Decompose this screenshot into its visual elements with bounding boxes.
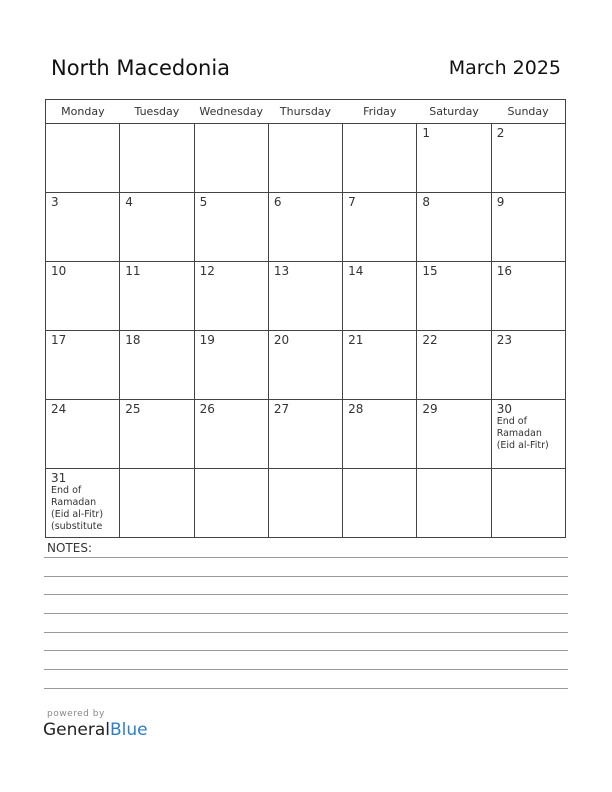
day-number: 30	[496, 402, 512, 416]
weekday-thursday: Thursday	[268, 100, 342, 124]
notes-line	[44, 613, 568, 614]
day-number: 9	[496, 195, 505, 209]
day-number: 24	[51, 402, 67, 416]
day-cell	[120, 124, 194, 193]
day-number: 6	[273, 195, 282, 209]
day-cell	[268, 193, 342, 262]
day-cell	[46, 124, 120, 193]
day-number: 1	[422, 126, 431, 140]
weekday-saturday: Saturday	[417, 100, 491, 124]
week-row	[46, 193, 566, 262]
day-number: 11	[125, 264, 141, 278]
notes-line	[44, 557, 568, 558]
day-number: 10	[51, 264, 67, 278]
day-cell	[343, 469, 417, 538]
day-number: 15	[422, 264, 438, 278]
day-cell	[268, 400, 342, 469]
holiday-label: End of Ramadan (Eid al-Fitr)	[496, 416, 549, 451]
day-cell	[417, 331, 491, 400]
day-number: 3	[51, 195, 59, 209]
notes-line	[44, 576, 568, 577]
day-cell	[491, 124, 565, 193]
day-number: 7	[348, 195, 356, 209]
day-number: 13	[273, 264, 290, 278]
holiday-label: End of Ramadan (Eid al-Fitr) (substitute	[51, 485, 104, 532]
month-title: March 2025	[448, 57, 561, 79]
day-cell	[268, 331, 342, 400]
day-cell	[120, 193, 194, 262]
day-cell	[417, 400, 491, 469]
day-cell	[491, 469, 565, 538]
day-cell	[194, 193, 268, 262]
notes-line	[44, 650, 568, 651]
brand-logo[interactable]	[43, 720, 148, 740]
weekday-header-row	[46, 100, 566, 124]
day-cell	[120, 469, 194, 538]
day-cell	[46, 331, 120, 400]
day-number: 22	[422, 333, 438, 347]
day-cell	[194, 469, 268, 538]
calendar-grid	[45, 99, 566, 538]
day-cell	[417, 124, 491, 193]
week-row	[46, 262, 566, 331]
week-row	[46, 331, 566, 400]
weekday-wednesday: Wednesday	[194, 100, 268, 124]
day-cell	[194, 262, 268, 331]
weekday-sunday: Sunday	[491, 100, 565, 124]
day-cell	[46, 400, 120, 469]
day-cell	[268, 124, 342, 193]
day-cell	[417, 469, 491, 538]
day-number: 17	[51, 333, 67, 347]
brand-general: General	[43, 720, 110, 740]
day-cell	[120, 400, 194, 469]
day-number: 21	[348, 333, 364, 347]
day-number: 5	[199, 195, 208, 209]
day-cell	[343, 193, 417, 262]
day-number: 28	[348, 402, 364, 416]
notes-line	[44, 632, 568, 633]
weekday-tuesday: Tuesday	[120, 100, 194, 124]
day-cell	[46, 193, 120, 262]
day-cell	[491, 262, 565, 331]
day-cell	[417, 193, 491, 262]
day-cell	[343, 124, 417, 193]
day-cell	[120, 262, 194, 331]
day-cell	[120, 331, 194, 400]
week-row	[46, 469, 566, 538]
day-number: 25	[125, 402, 141, 416]
day-cell	[268, 262, 342, 331]
day-number: 14	[348, 264, 364, 278]
day-number: 19	[199, 333, 215, 347]
day-cell	[491, 400, 565, 469]
day-cell	[491, 193, 565, 262]
day-number: 20	[273, 333, 290, 347]
calendar-body	[46, 124, 566, 538]
day-number: 4	[125, 195, 133, 209]
day-number: 16	[496, 264, 512, 278]
weekday-friday: Friday	[343, 100, 417, 124]
notes-line	[44, 688, 568, 689]
day-number: 29	[422, 402, 438, 416]
day-number: 31	[51, 471, 67, 485]
day-cell	[268, 469, 342, 538]
day-number: 8	[422, 195, 431, 209]
day-cell	[194, 400, 268, 469]
brand-blue: Blue	[110, 720, 148, 740]
day-cell	[194, 124, 268, 193]
powered-by-text: powered by	[47, 709, 105, 719]
week-row	[46, 400, 566, 469]
notes-label: NOTES:	[47, 541, 92, 555]
day-cell	[194, 331, 268, 400]
day-cell	[46, 469, 120, 538]
notes-line	[44, 669, 568, 670]
week-row	[46, 124, 566, 193]
day-cell	[417, 262, 491, 331]
day-cell	[343, 331, 417, 400]
day-number: 27	[273, 402, 290, 416]
day-number: 18	[125, 333, 141, 347]
country-title: North Macedonia	[51, 56, 231, 80]
day-number: 26	[199, 402, 215, 416]
notes-line	[44, 594, 568, 595]
day-cell	[343, 400, 417, 469]
weekday-monday: Monday	[46, 100, 120, 124]
day-cell	[343, 262, 417, 331]
day-number: 2	[496, 126, 505, 140]
day-number: 12	[199, 264, 215, 278]
day-cell	[491, 331, 565, 400]
day-cell	[46, 262, 120, 331]
day-number: 23	[496, 333, 512, 347]
